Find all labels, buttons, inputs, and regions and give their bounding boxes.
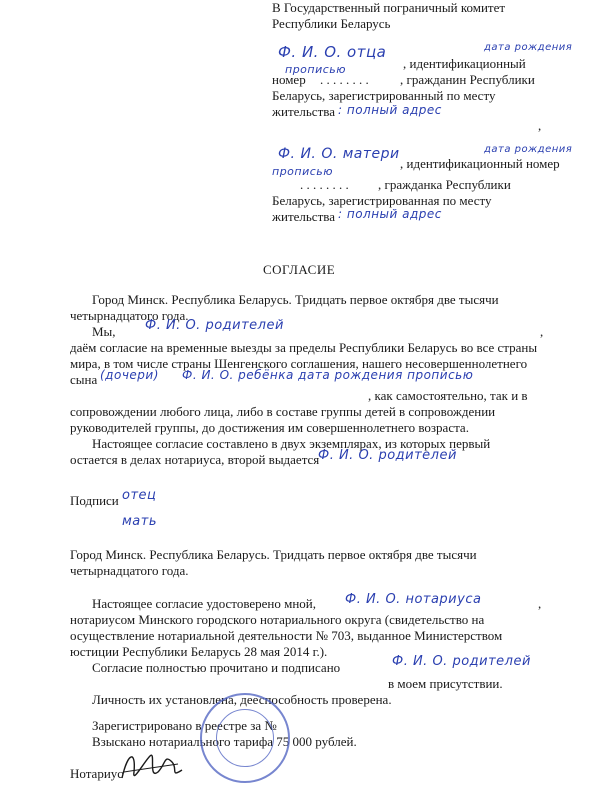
body-my: Мы, xyxy=(92,324,116,339)
handwritten-father-signature: отец xyxy=(122,488,157,503)
father-citizen: , гражданин Республики xyxy=(400,72,535,87)
notary-label: Нотариус xyxy=(70,766,124,781)
body-p3-line2: остается в делах нотариуса, второй выдается xyxy=(70,452,320,467)
notary-seal-stamp xyxy=(200,693,290,783)
mother-residence-label: жительства xyxy=(272,209,335,224)
handwritten-parents-name-3: Ф. И. О. родителей xyxy=(392,654,531,669)
notary-p2-line2: нотариусом Минского городского нотариального округа (свидетельство на xyxy=(70,612,485,627)
notary-signature xyxy=(118,742,188,786)
body-syna: сына xyxy=(70,372,98,387)
notary-comma: , xyxy=(538,596,542,611)
notary-p2-line4: юстиции Республики Беларусь 28 мая 2014 г.). xyxy=(70,644,328,659)
body-p2-line2: даём согласие на временные выезды за пределы Республики Беларусь во все страны xyxy=(70,340,538,355)
father-registered: Беларусь, зарегистрированный по месту xyxy=(272,88,496,103)
notary-p2-line3: осуществление нотариальной деятельности № 703, выданное Министерством xyxy=(70,628,503,643)
notary-p1-line1: Город Минск. Республика Беларусь. Тридцать первое октября две тысячи xyxy=(70,547,477,562)
mother-registered: Беларусь, зарегистрированная по месту xyxy=(272,193,492,208)
body-p2-line7: руководителей группы, до достижения им совершеннолетнего возраста. xyxy=(70,420,469,435)
handwritten-child-info: Ф. И. О. ребёнка дата рождения прописью xyxy=(182,368,474,382)
notary-p4: Личность их установлена, дееспособность проверена. xyxy=(92,692,392,707)
father-ident-label: , идентификационный xyxy=(403,56,526,71)
father-nomer-label: номер xyxy=(272,72,306,87)
notary-p2-line1: Настоящее согласие удостоверено мной, xyxy=(92,596,317,611)
body-p1-line2: четырнадцатого года. xyxy=(70,308,189,323)
seal-inner-ring xyxy=(216,709,274,767)
handwritten-parents-name-2: Ф. И. О. родителей xyxy=(318,448,457,463)
handwritten-mother-signature: мать xyxy=(122,514,158,529)
header-line-2: Республики Беларусь xyxy=(272,16,391,31)
mother-ident-label: , идентификационный номер xyxy=(400,156,560,171)
body-p3-line1: Настоящее согласие составлено в двух экземплярах, из которых первый xyxy=(92,436,491,451)
handwritten-mother-dob: дата рождения xyxy=(484,144,573,155)
registry-line: Зарегистрировано в реестре за № xyxy=(92,718,277,733)
handwritten-mother-propisyu: прописью xyxy=(272,165,334,178)
handwritten-notary-name: Ф. И. О. нотариуса xyxy=(345,592,482,607)
document-title: СОГЛАСИЕ xyxy=(263,262,336,277)
father-residence-label: жительства xyxy=(272,104,335,119)
body-p2-line6: сопровождении любого лица, либо в составе группы детей в сопровождении xyxy=(70,404,496,419)
handwritten-father-address: : полный адрес xyxy=(338,103,442,117)
body-p2-line5: , как самостоятельно, так и в xyxy=(368,388,528,403)
body-p2-line3: мира, в том числе страны Шенгенского соглашения, нашего несовершеннолетнего xyxy=(70,356,528,371)
father-comma: , xyxy=(538,118,542,133)
notary-p3-line1: Согласие полностью прочитано и подписано xyxy=(92,660,341,675)
handwritten-father-name: Ф. И. О. отца xyxy=(278,43,387,61)
handwritten-parents-name: Ф. И. О. родителей xyxy=(145,318,284,333)
handwritten-mother-address: : полный адрес xyxy=(338,207,442,221)
handwritten-mother-name: Ф. И. О. матери xyxy=(278,146,400,162)
body-p1-line1: Город Минск. Республика Беларусь. Тридцать первое октября две тысячи xyxy=(92,292,499,307)
handwritten-daughter: (дочери) xyxy=(100,368,159,382)
header-line-1: В Государственный пограничный комитет xyxy=(272,0,506,15)
mother-dots: . . . . . . . . xyxy=(300,177,349,192)
mother-citizen: , гражданка Республики xyxy=(378,177,511,192)
handwritten-father-propisyu: прописью xyxy=(285,63,347,76)
body-comma-1: , xyxy=(540,324,544,339)
signatures-label: Подписи xyxy=(70,493,119,508)
father-dots: . . . . . . . . xyxy=(320,72,369,87)
notary-p3-line2: в моем присутствии. xyxy=(388,676,503,691)
notary-p1-line2: четырнадцатого года. xyxy=(70,563,189,578)
handwritten-father-dob: дата рождения xyxy=(484,42,573,53)
fee-line: Взыскано нотариального тарифа 75 000 рублей. xyxy=(92,734,357,749)
